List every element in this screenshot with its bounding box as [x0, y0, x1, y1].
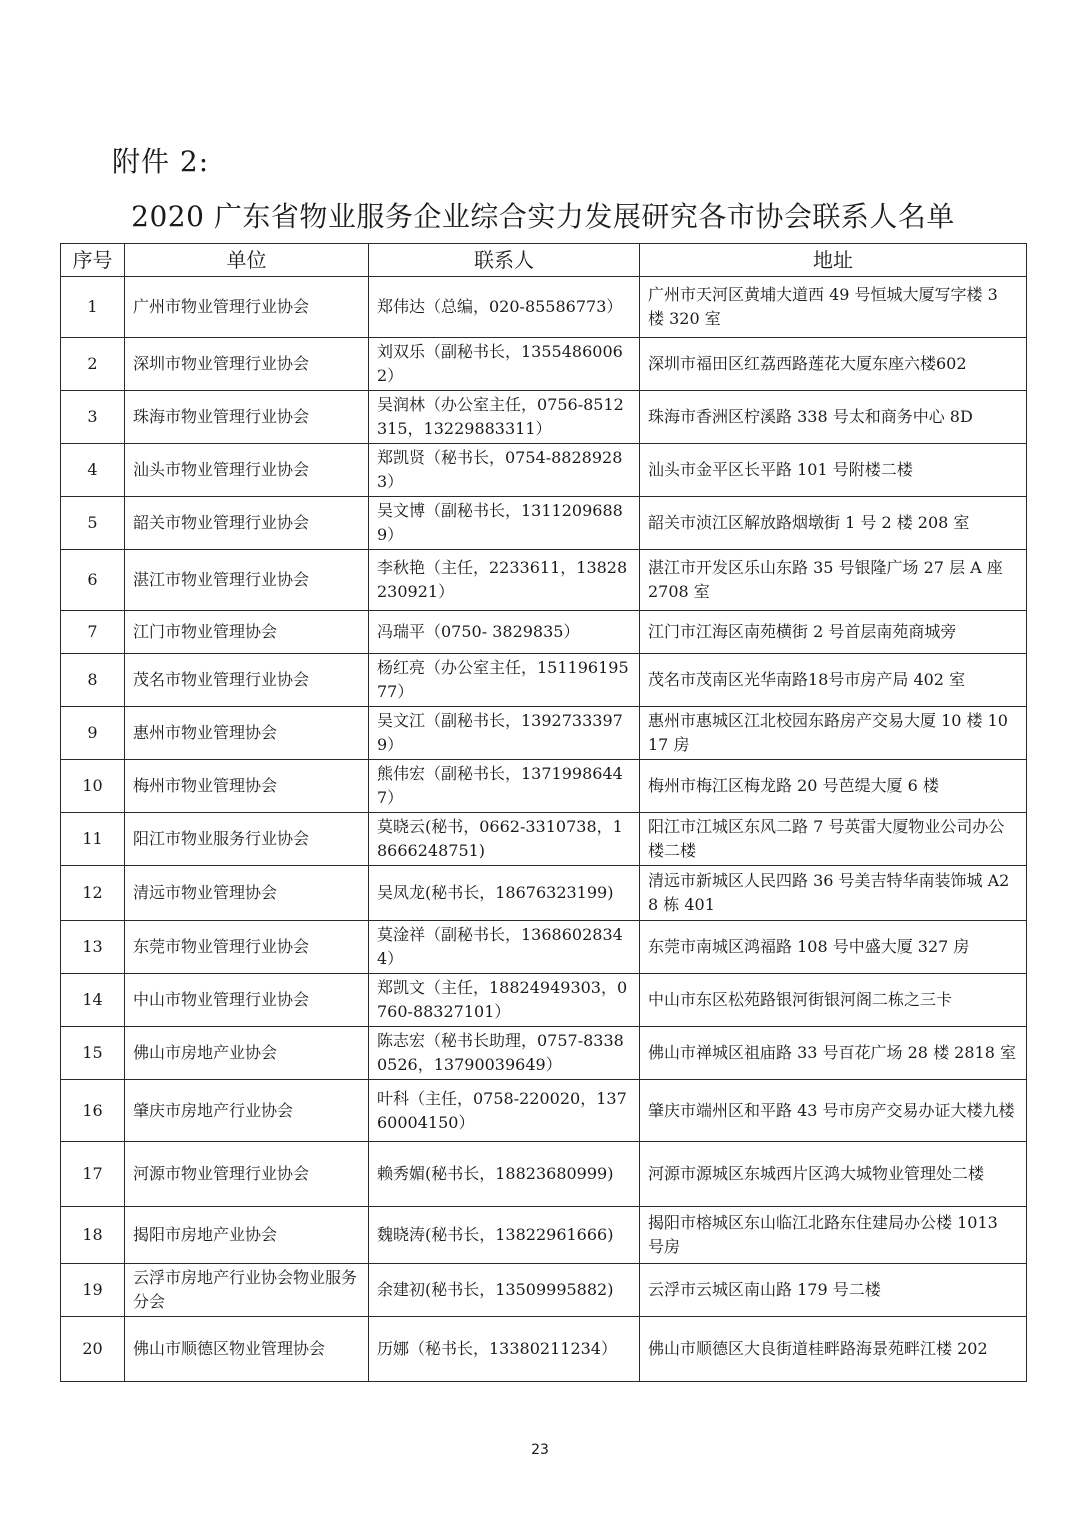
table-row [61, 497, 1027, 550]
address-cell: 江门市江海区南苑横街 2 号首层南苑商城旁 [640, 611, 1027, 654]
seq-cell: 15 [61, 1027, 125, 1080]
seq-cell: 17 [61, 1142, 125, 1207]
contact-cell: 莫淦祥（副秘书长，13686028344） [369, 921, 640, 974]
contact-cell: 陈志宏（秘书长助理，0757-83380526，13790039649） [369, 1027, 640, 1080]
table-row [61, 444, 1027, 497]
unit-cell: 东莞市物业管理行业协会 [125, 921, 369, 974]
address-cell: 湛江市开发区乐山东路 35 号银隆广场 27 层 A 座 2708 室 [640, 550, 1027, 611]
seq-cell: 16 [61, 1080, 125, 1142]
table-row [61, 1264, 1027, 1317]
table-row [61, 813, 1027, 866]
address-cell: 肇庆市端州区和平路 43 号市房产交易办证大楼九楼 [640, 1080, 1027, 1142]
seq-cell: 3 [61, 391, 125, 444]
unit-cell: 肇庆市房地产行业协会 [125, 1080, 369, 1142]
seq-cell: 18 [61, 1207, 125, 1264]
unit-cell: 梅州市物业管理协会 [125, 760, 369, 813]
seq-cell: 9 [61, 707, 125, 760]
unit-cell: 阳江市物业服务行业协会 [125, 813, 369, 866]
address-cell: 梅州市梅江区梅龙路 20 号芭缇大厦 6 楼 [640, 760, 1027, 813]
contact-cell: 郑伟达（总编，020-85586773） [369, 277, 640, 338]
seq-cell: 2 [61, 338, 125, 391]
table-row [61, 338, 1027, 391]
seq-cell: 6 [61, 550, 125, 611]
unit-cell: 清远市物业管理协会 [125, 866, 369, 921]
seq-cell: 7 [61, 611, 125, 654]
table-row [61, 391, 1027, 444]
unit-cell: 惠州市物业管理协会 [125, 707, 369, 760]
unit-cell: 珠海市物业管理行业协会 [125, 391, 369, 444]
seq-cell: 10 [61, 760, 125, 813]
table-row [61, 866, 1027, 921]
contact-cell: 莫晓云(秘书，0662-3310738，18666248751) [369, 813, 640, 866]
contact-cell: 郑凯文（主任，18824949303，0760-88327101） [369, 974, 640, 1027]
table-row [61, 760, 1027, 813]
table-row [61, 611, 1027, 654]
seq-cell: 11 [61, 813, 125, 866]
address-cell: 广州市天河区黄埔大道西 49 号恒城大厦写字楼 3 楼 320 室 [640, 277, 1027, 338]
unit-cell: 佛山市房地产业协会 [125, 1027, 369, 1080]
unit-cell: 韶关市物业管理行业协会 [125, 497, 369, 550]
table-row [61, 1080, 1027, 1142]
table-row [61, 1207, 1027, 1264]
table-row [61, 1027, 1027, 1080]
unit-cell: 河源市物业管理行业协会 [125, 1142, 369, 1207]
address-cell: 揭阳市榕城区东山临江北路东住建局办公楼 1013 号房 [640, 1207, 1027, 1264]
table-row [61, 921, 1027, 974]
table-row [61, 277, 1027, 338]
address-cell: 汕头市金平区长平路 101 号附楼二楼 [640, 444, 1027, 497]
address-cell: 清远市新城区人民四路 36 号美吉特华南装饰城 A28 栋 401 [640, 866, 1027, 921]
table-row [61, 1317, 1027, 1382]
seq-cell: 14 [61, 974, 125, 1027]
unit-cell: 中山市物业管理行业协会 [125, 974, 369, 1027]
address-cell: 东莞市南城区鸿福路 108 号中盛大厦 327 房 [640, 921, 1027, 974]
unit-cell: 汕头市物业管理行业协会 [125, 444, 369, 497]
contacts-table [60, 243, 1027, 1382]
unit-cell: 深圳市物业管理行业协会 [125, 338, 369, 391]
unit-cell: 云浮市房地产行业协会物业服务分会 [125, 1264, 369, 1317]
address-cell: 中山市东区松苑路银河街银河阁二栋之三卡 [640, 974, 1027, 1027]
seq-cell: 19 [61, 1264, 125, 1317]
unit-cell: 揭阳市房地产业协会 [125, 1207, 369, 1264]
seq-cell: 13 [61, 921, 125, 974]
contact-cell: 历娜（秘书长，13380211234） [369, 1317, 640, 1382]
table-header-row [61, 244, 1027, 277]
address-cell: 茂名市茂南区光华南路18号市房产局 402 室 [640, 654, 1027, 707]
seq-cell: 12 [61, 866, 125, 921]
contact-cell: 刘双乐（副秘书长，13554860062） [369, 338, 640, 391]
table-row [61, 707, 1027, 760]
header-address: 地址 [640, 244, 1027, 277]
contact-cell: 魏晓涛(秘书长，13822961666) [369, 1207, 640, 1264]
unit-cell: 湛江市物业管理行业协会 [125, 550, 369, 611]
attachment-label: 附件 2: [112, 145, 210, 178]
unit-cell: 佛山市顺德区物业管理协会 [125, 1317, 369, 1382]
table-row [61, 654, 1027, 707]
contact-cell: 郑凯贤（秘书长，0754-88289283） [369, 444, 640, 497]
contact-cell: 吴文博（副秘书长，13112096889） [369, 497, 640, 550]
table-row [61, 974, 1027, 1027]
contact-cell: 冯瑞平（0750- 3829835） [369, 611, 640, 654]
table-body [61, 277, 1027, 1382]
address-cell: 云浮市云城区南山路 179 号二楼 [640, 1264, 1027, 1317]
unit-cell: 江门市物业管理协会 [125, 611, 369, 654]
seq-cell: 8 [61, 654, 125, 707]
contact-cell: 李秋艳（主任，2233611，13828230921） [369, 550, 640, 611]
seq-cell: 5 [61, 497, 125, 550]
address-cell: 珠海市香洲区柠溪路 338 号太和商务中心 8D [640, 391, 1027, 444]
table-row [61, 1142, 1027, 1207]
contact-cell: 余建初(秘书长，13509995882) [369, 1264, 640, 1317]
address-cell: 深圳市福田区红荔西路莲花大厦东座六楼602 [640, 338, 1027, 391]
address-cell: 韶关市浈江区解放路烟墩街 1 号 2 楼 208 室 [640, 497, 1027, 550]
table-row [61, 550, 1027, 611]
header-unit: 单位 [125, 244, 369, 277]
address-cell: 惠州市惠城区江北校园东路房产交易大厦 10 楼 1017 房 [640, 707, 1027, 760]
contact-cell: 叶科（主任，0758-220020，13760004150） [369, 1080, 640, 1142]
contact-cell: 熊伟宏（副秘书长，13719986447） [369, 760, 640, 813]
seq-cell: 1 [61, 277, 125, 338]
contact-cell: 赖秀媚(秘书长，18823680999) [369, 1142, 640, 1207]
seq-cell: 20 [61, 1317, 125, 1382]
address-cell: 阳江市江城区东风二路 7 号英雷大厦物业公司办公楼二楼 [640, 813, 1027, 866]
document-title: 2020 广东省物业服务企业综合实力发展研究各市协会联系人名单 [131, 200, 955, 233]
contact-cell: 吴润林（办公室主任，0756-8512315，13229883311） [369, 391, 640, 444]
contact-cell: 杨红亮（办公室主任，15119619577） [369, 654, 640, 707]
unit-cell: 茂名市物业管理行业协会 [125, 654, 369, 707]
address-cell: 河源市源城区东城西片区鸿大城物业管理处二楼 [640, 1142, 1027, 1207]
unit-cell: 广州市物业管理行业协会 [125, 277, 369, 338]
address-cell: 佛山市禅城区祖庙路 33 号百花广场 28 楼 2818 室 [640, 1027, 1027, 1080]
page-number: 23 [531, 1442, 549, 1458]
header-contact: 联系人 [369, 244, 640, 277]
address-cell: 佛山市顺德区大良街道桂畔路海景苑畔江楼 202 [640, 1317, 1027, 1382]
contact-cell: 吴文江（副秘书长，13927333979） [369, 707, 640, 760]
seq-cell: 4 [61, 444, 125, 497]
contact-cell: 吴凤龙(秘书长，18676323199) [369, 866, 640, 921]
header-seq: 序号 [61, 244, 125, 277]
